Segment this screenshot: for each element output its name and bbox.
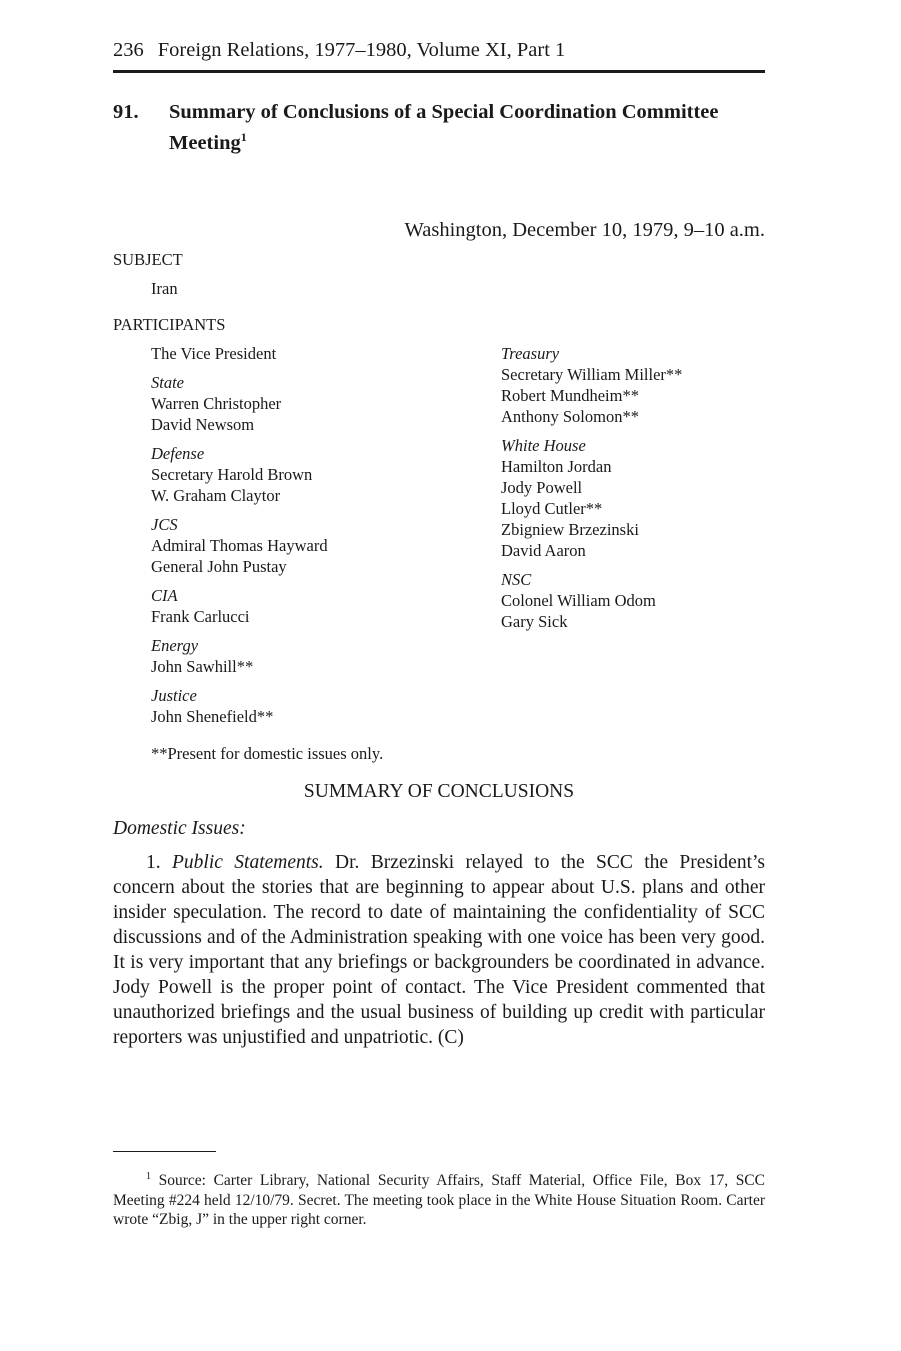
paragraph-number: 1. [146, 852, 161, 873]
participant-name: Anthony Solomon** [501, 407, 639, 426]
participant-name: David Newsom [151, 415, 255, 434]
participant-group-name: Justice [151, 686, 197, 705]
participant-name: Secretary William Miller** [501, 365, 683, 384]
participant-group-name: Energy [151, 636, 199, 655]
footnote-text: Source: Carter Library, National Security Affairs, Staff Material, Office File, Box 17, SCC Meeting #224 held 12/10/79. Secret. The meeting took place in the White House Situation Room. Carter wrote “Zbig, J” in the upper right corner. [113, 1172, 765, 1229]
running-head [113, 30, 765, 73]
participant-name: Robert Mundheim** [501, 386, 639, 405]
dateline: Washington, December 10, 1979, 9–10 a.m. [404, 219, 765, 241]
participant-name: John Sawhill** [151, 657, 254, 676]
participant-name: Secretary Harold Brown [151, 465, 313, 484]
participant-name: Frank Carlucci [151, 607, 250, 626]
participants-left-column [151, 343, 481, 735]
paragraph-lead-title: Public Statements. [172, 852, 324, 873]
participant-name: David Aaron [501, 541, 586, 560]
participant-group-name: Defense [151, 444, 205, 463]
participant-group [501, 569, 765, 632]
participant-group-name: CIA [151, 586, 178, 605]
participant-name: The Vice President [151, 344, 277, 363]
document-title [169, 100, 729, 156]
document-number: 91. [113, 101, 139, 123]
participant-name: Admiral Thomas Hayward [151, 536, 328, 555]
participant-name: Hamilton Jordan [501, 457, 612, 476]
participants-right-column [501, 343, 765, 640]
participant-group [151, 372, 481, 435]
participant-name: Colonel William Odom [501, 591, 656, 610]
section-heading: Domestic Issues: [113, 818, 246, 839]
footnote-reference: 1 [240, 130, 247, 144]
footnote-divider [113, 1151, 216, 1152]
participant-group-name: Treasury [501, 344, 560, 363]
participant-group [151, 514, 481, 577]
participant-name: W. Graham Claytor [151, 486, 281, 505]
body-paragraph [113, 850, 765, 1050]
participant-name: Warren Christopher [151, 394, 282, 413]
summary-heading: SUMMARY OF CONCLUSIONS [303, 781, 575, 802]
participant-name: Jody Powell [501, 478, 583, 497]
participant-name: Lloyd Cutler** [501, 499, 603, 518]
participant-group [151, 585, 481, 627]
participant-group-name: State [151, 373, 184, 392]
participant-group [151, 635, 481, 677]
participant-group [501, 343, 765, 427]
paragraph-body: Dr. Brzezinski relayed to the SCC the President’s concern about the stories that are beginning to appear about U.S. plans and other insider speculation. The record to date of maintaining the confidentiality of SCC discussions and of the Administration speaking with one voice has been very good. It is very important that any briefings or backgrounders be coordinated in advance. Jody Powell is the proper point of contact. The Vice President commented that unauthorized briefings and the usual business of building up credit with particular reporters was unjustified and unpatriotic. (C) [113, 852, 766, 1048]
participant-group-name: NSC [501, 570, 532, 589]
participant-group [151, 443, 481, 506]
participant-group-name: White House [501, 436, 586, 455]
participant-name: Zbigniew Brzezinski [501, 520, 639, 539]
participants-note: **Present for domestic issues only. [151, 744, 384, 763]
participant-name: Gary Sick [501, 612, 568, 631]
subject-value: Iran [151, 279, 178, 298]
participants-label: PARTICIPANTS [113, 315, 226, 334]
participant-group [151, 685, 481, 727]
participant-name: General John Pustay [151, 557, 287, 576]
document-title-text: Summary of Conclusions of a Special Coordination Committee Meeting [169, 101, 719, 154]
participant-name: John Shenefield** [151, 707, 274, 726]
subject-label: SUBJECT [113, 250, 183, 269]
volume-title: Foreign Relations, 1977–1980, Volume XI, Part 1 [157, 39, 566, 61]
participant-group [151, 343, 481, 364]
footnote [113, 1167, 765, 1230]
participant-group [501, 435, 765, 561]
participant-group-name: JCS [151, 515, 178, 534]
page-number: 236 [113, 39, 144, 61]
footnote-marker: 1 [146, 1171, 151, 1182]
